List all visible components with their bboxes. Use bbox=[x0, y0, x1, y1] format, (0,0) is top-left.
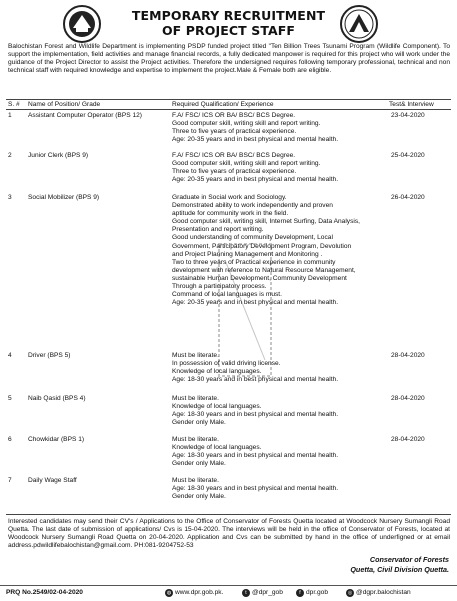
intro-paragraph: Balochistan Forest and Wildlife Department is implementing PSDP funded project titled "Ten Billion Trees Tsunami Program (Wildlife Component). To support the implementation, field activities and manage financial records, a fully dedicated manpower is required for this project who will work under the guidance of the Project Director to assist the Project activities. Therefore the undersigned requires following temporary professional, technical and non technical staff with required knowledge and expertise to implement the project.Male & Female both are eligible. bbox=[8, 43, 450, 75]
header-position: Name of Position/ Grade bbox=[28, 101, 101, 108]
instagram-link[interactable] bbox=[346, 586, 411, 600]
row-interview-date: 25-04-2020 bbox=[391, 152, 425, 159]
page-title: TEMPORARY RECRUITMENT bbox=[131, 8, 326, 23]
qualification-line: Age: 18-30 years and in best physical and mental health. bbox=[172, 485, 339, 493]
qualification-line: sustainable Human Development, Community Development bbox=[172, 274, 347, 282]
qualification-line: Age: 18-30 years and in best physical and mental health. bbox=[172, 452, 339, 460]
row-qualification bbox=[172, 152, 397, 184]
qualification-line: F.A/ FSC/ ICS OR BA/ BSC/ BCS Degree. bbox=[172, 112, 296, 119]
qualification-line: Government, Participatory Development Program, Devolution bbox=[172, 242, 352, 250]
row-position: Social Mobilizer (BPS 9) bbox=[28, 194, 100, 201]
qualification-line: Gender only Male. bbox=[172, 493, 226, 501]
qualification-line: Presentation and report writing. bbox=[172, 226, 264, 234]
stamp-watermark bbox=[215, 240, 275, 380]
qualification-line: Must be literate. bbox=[172, 395, 219, 402]
qualification-line: Age: 20-35 years and in best physical and mental health. bbox=[172, 299, 339, 307]
row-position: Junior Clerk (BPS 9) bbox=[28, 152, 89, 159]
qualification-line: aptitude for community work in the field. bbox=[172, 210, 289, 218]
qualification-line: Three to five years of practical experience. bbox=[172, 168, 297, 176]
qualification-line: Gender only Male. bbox=[172, 419, 226, 427]
signatory-title: Conservator of Forests bbox=[369, 555, 449, 564]
row-sno: 1 bbox=[8, 112, 12, 119]
qualification-line: Good understanding of community Development, Local bbox=[172, 234, 333, 242]
instagram-text: @dgpr.balochistan bbox=[356, 589, 411, 596]
row-position: Assistant Computer Operator (BPS 12) bbox=[28, 112, 142, 119]
row-qualification bbox=[172, 477, 397, 501]
row-qualification bbox=[172, 194, 397, 307]
header-qualification: Required Qualification/ Experience bbox=[172, 101, 274, 108]
row-sno: 6 bbox=[8, 436, 12, 443]
row-sno: 2 bbox=[8, 152, 12, 159]
footer bbox=[0, 585, 457, 601]
page-subtitle: OF PROJECT STAFF bbox=[161, 23, 296, 38]
row-qualification bbox=[172, 112, 397, 144]
qualification-line: F.A/ FSC/ ICS OR BA/ BSC/ BCS Degree. bbox=[172, 152, 296, 159]
row-qualification bbox=[172, 395, 397, 427]
qualification-line: Age: 20-35 years and in best physical and mental health. bbox=[172, 176, 339, 184]
qualification-line: Age: 18-30 years and in best physical and mental health. bbox=[172, 411, 339, 419]
row-sno: 4 bbox=[8, 352, 12, 359]
row-interview-date: 26-04-2020 bbox=[391, 194, 425, 201]
row-position: Chowkidar (BPS 1) bbox=[28, 436, 85, 443]
row-sno: 7 bbox=[8, 477, 12, 484]
qualification-line: Graduate in Social work and Sociology. bbox=[172, 194, 287, 201]
qualification-line: Gender only Male. bbox=[172, 460, 226, 468]
qualification-line: Knowledge of local languages. bbox=[172, 403, 262, 411]
qualification-line: Must be literate. bbox=[172, 477, 219, 484]
qualification-line: Knowledge of local languages. bbox=[172, 368, 262, 376]
qualification-line: Age: 20-35 years and in best physical and mental health. bbox=[172, 136, 339, 144]
qualification-line: development with reference to Natural Resource Management, bbox=[172, 266, 356, 274]
row-sno: 5 bbox=[8, 395, 12, 402]
prq-number: PRQ No.2549/02-04-2020 bbox=[6, 589, 83, 596]
row-position: Naib Qasid (BPS 4) bbox=[28, 395, 86, 402]
table-bottom-divider bbox=[6, 514, 451, 515]
row-qualification bbox=[172, 352, 397, 384]
qualification-line: In possession of valid driving license. bbox=[172, 360, 281, 368]
qualification-line: Knowledge of local languages. bbox=[172, 444, 262, 452]
row-qualification bbox=[172, 436, 397, 468]
row-position: Daily Wage Staff bbox=[28, 477, 77, 484]
instagram-icon: ◎ bbox=[347, 590, 353, 596]
row-sno: 3 bbox=[8, 194, 12, 201]
header-sno: S. # bbox=[8, 101, 20, 108]
facebook-link[interactable] bbox=[296, 586, 328, 600]
qualification-line: Must be literate. bbox=[172, 436, 219, 443]
qualification-line: Two to three years of Practical experience in community bbox=[172, 258, 336, 266]
qualification-line: Through a participatory process. bbox=[172, 283, 267, 291]
header-test: Test& Interview bbox=[389, 101, 434, 108]
signatory-office: Quetta, Civil Division Quetta. bbox=[350, 565, 449, 574]
website-link[interactable] bbox=[165, 586, 223, 600]
row-position: Driver (BPS 5) bbox=[28, 352, 71, 359]
facebook-text: dpr.gob bbox=[306, 589, 328, 596]
qualification-line: Age: 18-30 years and in best physical and mental health. bbox=[172, 376, 339, 384]
qualification-line: and Project Planning Management and Monitoring . bbox=[172, 250, 323, 258]
table-header bbox=[6, 99, 451, 110]
row-interview-date: 28-04-2020 bbox=[391, 395, 425, 402]
twitter-icon: t bbox=[242, 589, 250, 597]
application-instructions: Interested candidates may send their CV's / Applications to the Office of Conservator of Forests Quetta located at Woodcock Nursery Sumangli Road Quetta. The last date of submission of applications/ Cvs is 15-04-2020. The interviews will be held in the office of Conservator of Forests, located at Woodcock Nursery Sumangli Road Quetta on 20-04-2020. Application and Cvs can be submitted by hand in the office of underfigned or at email address.pdwildlifebalochistan@gmail.com. PH:081-9204752-53 bbox=[8, 518, 450, 550]
row-interview-date: 28-04-2020 bbox=[391, 436, 425, 443]
qualification-line: Three to five years of practical experience. bbox=[172, 128, 297, 136]
twitter-link[interactable] bbox=[242, 586, 283, 600]
qualification-line: Demonstrated ability to work independently and proven bbox=[172, 202, 333, 210]
qualification-line: Good computer skill, writing skill, Internet Surfing, Data Analysis, bbox=[172, 218, 360, 226]
qualification-line: Command of local languages is must. bbox=[172, 291, 282, 299]
website-text: www.dpr.gob.pk. bbox=[175, 589, 224, 596]
facebook-icon: f bbox=[296, 589, 304, 597]
twitter-text: @dpr_gob bbox=[252, 589, 283, 596]
row-interview-date: 23-04-2020 bbox=[391, 112, 425, 119]
row-interview-date: 28-04-2020 bbox=[391, 352, 425, 359]
globe-icon: ◍ bbox=[166, 590, 172, 596]
qualification-line: Good computer skill, writing skill and report writing. bbox=[172, 160, 321, 168]
qualification-line: Must be literate. bbox=[172, 352, 219, 359]
qualification-line: Good computer skill, writing skill and report writing. bbox=[172, 120, 321, 128]
